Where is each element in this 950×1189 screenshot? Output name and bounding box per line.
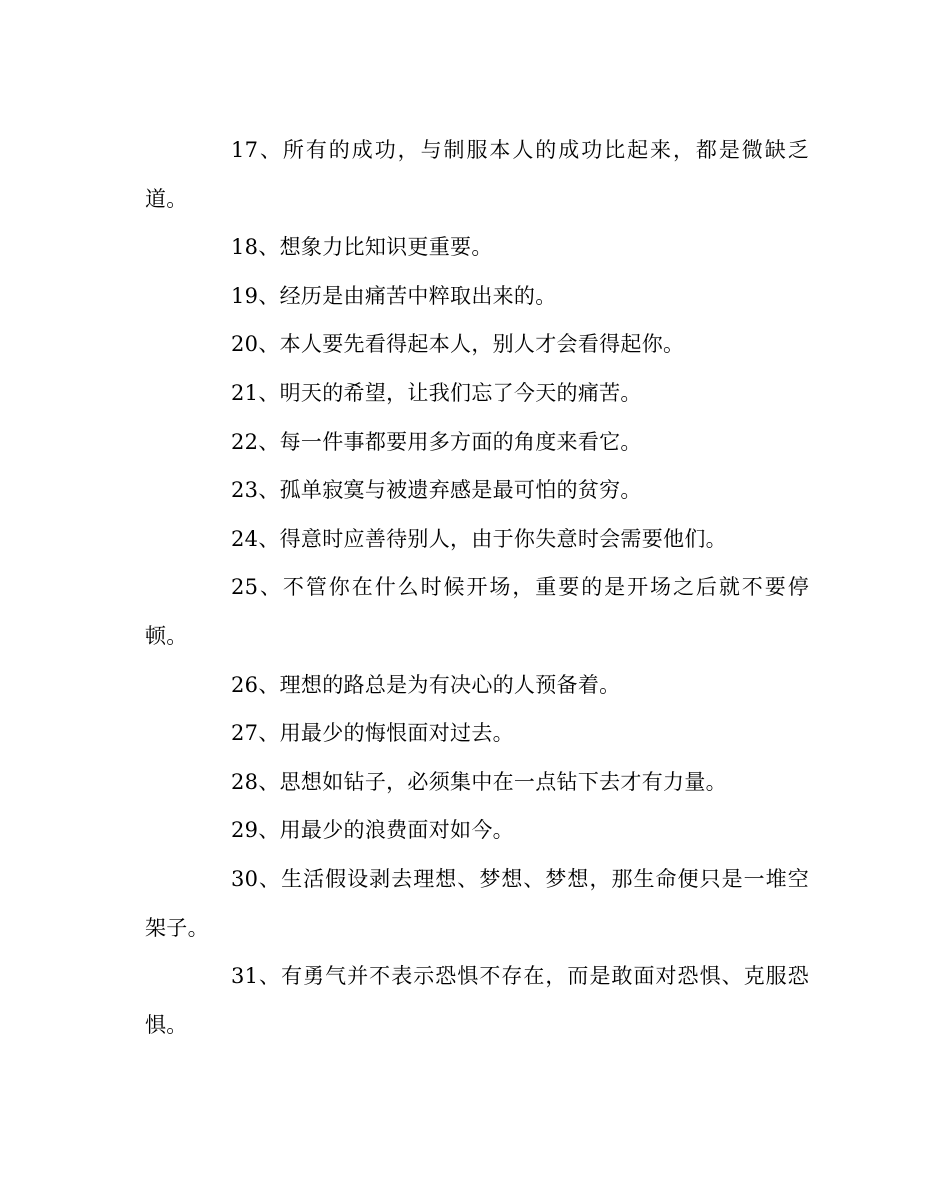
quote-paragraph-22: 22、每一件事都要用多方面的角度来看它。: [231, 429, 642, 454]
quote-paragraph-27: 27、用最少的悔恨面对过去。: [231, 721, 514, 746]
quote-paragraph-23: 23、孤单寂寞与被遗弃感是最可怕的贫穷。: [231, 478, 642, 503]
quote-paragraph-28: 28、思想如钻子，必须集中在一点钻下去才有力量。: [231, 769, 727, 794]
quote-paragraph-20: 20、本人要先看得起本人，别人才会看得起你。: [231, 332, 685, 357]
quote-paragraph-17: 17、所有的成功，与制服本人的成功比起来，都是微缺乏道。: [145, 138, 809, 211]
quote-paragraph-25: 25、不管你在什么时候开场，重要的是开场之后就不要停顿。: [145, 575, 809, 648]
quote-paragraph-29: 29、用最少的浪费面对如今。: [231, 818, 514, 843]
quote-paragraph-31: 31、有勇气并不表示恐惧不存在，而是敢面对恐惧、克服恐惧。: [145, 964, 809, 1037]
quote-paragraph-26: 26、理想的路总是为有决心的人预备着。: [231, 672, 621, 697]
quote-paragraph-30: 30、生活假设剥去理想、梦想、梦想，那生命便只是一堆空架子。: [145, 866, 809, 940]
quote-paragraph-19: 19、经历是由痛苦中粹取出来的。: [231, 283, 557, 308]
document-body: [145, 126, 809, 1049]
quote-paragraph-24: 24、得意时应善待别人，由于你失意时会需要他们。: [231, 526, 727, 551]
quote-paragraph-21: 21、明天的希望，让我们忘了今天的痛苦。: [231, 380, 642, 405]
quote-paragraph-18: 18、想象力比知识更重要。: [231, 235, 493, 260]
